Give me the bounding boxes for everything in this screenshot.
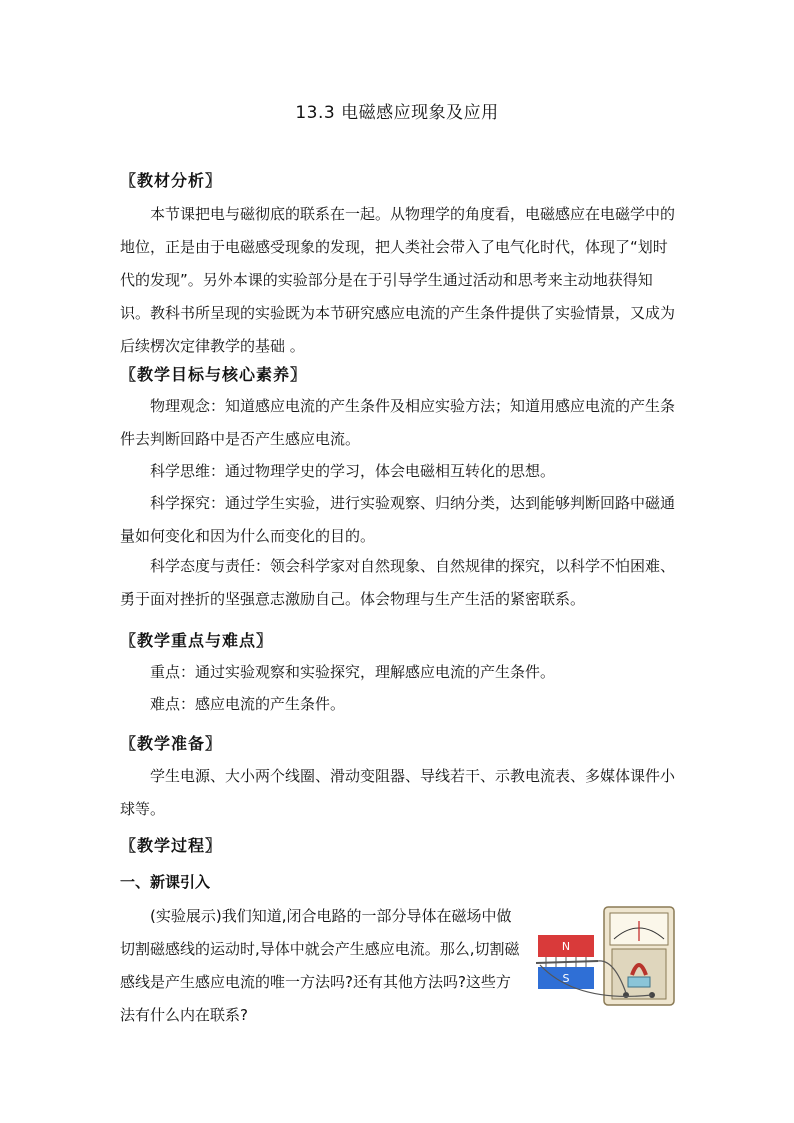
intro-paragraph: (实验展示)我们知道,闭合电路的一部分导体在磁场中做切割磁感线的运动时,导体中就会产生感应电流。那么,切割磁感线是产生感应电流的唯一方法吗?还有其他方法吗?这些方法有什么内在联系? xyxy=(120,907,520,1024)
south-label: S xyxy=(562,972,570,985)
heading-keypoints: 〖教学重点与难点〗 xyxy=(120,631,274,650)
analysis-paragraph: 本节课把电与磁彻底的联系在一起。从物理学的角度看，电磁感应在电磁学中的地位，正是由于电磁感受现象的发现，把人类社会带入了电气化时代，体现了“划时代的发现”。另外本课的实验部分是在于引导学生通过活动和思考来主动地获得知识。教科书所呈现的实验既为本节研究感应电流的产生条件提供了实验情景，又成为后续楞次定律教学的基础 。 xyxy=(120,205,676,355)
heading-analysis: 〖教材分析〗 xyxy=(120,171,223,190)
keypoint-difficulty: 难点：感应电流的产生条件。 xyxy=(150,695,346,713)
conductor-rod xyxy=(536,961,598,963)
goals-scientific-thinking: 科学思维：通过物理学史的学习，体会电磁相互转化的思想。 xyxy=(150,462,556,480)
goals-attitude: 科学态度与责任：领会科学家对自然现象、自然规律的探究，以科学不怕困难、勇于面对挫折的坚强意志激励自己。体会物理与生产生活的紧密联系。 xyxy=(120,557,676,608)
goals-scientific-inquiry: 科学探究：通过学生实验，进行实验观察、归纳分类，达到能够判断回路中磁通量如何变化和因为什么而变化的目的。 xyxy=(120,494,676,545)
heading-process: 〖教学过程〗 xyxy=(120,836,223,855)
keypoint-focus: 重点：通过实验观察和实验探究，理解感应电流的产生条件。 xyxy=(150,663,556,681)
north-label: N xyxy=(561,940,571,953)
heading-goals: 〖教学目标与核心素养〗 xyxy=(120,365,308,384)
goals-physics-concept: 物理观念：知道感应电流的产生条件及相应实验方法；知道用感应电流的产生条件去判断回路中是否产生感应电流。 xyxy=(120,397,676,448)
experiment-illustration xyxy=(536,905,676,1007)
subheading-intro: 一、新课引入 xyxy=(120,873,211,891)
page-title: 13.3 电磁感应现象及应用 xyxy=(295,103,499,123)
prep-paragraph: 学生电源、大小两个线圈、滑动变阻器、导线若干、示教电流表、多媒体课件小球等。 xyxy=(120,767,676,818)
heading-prep: 〖教学准备〗 xyxy=(120,734,223,753)
